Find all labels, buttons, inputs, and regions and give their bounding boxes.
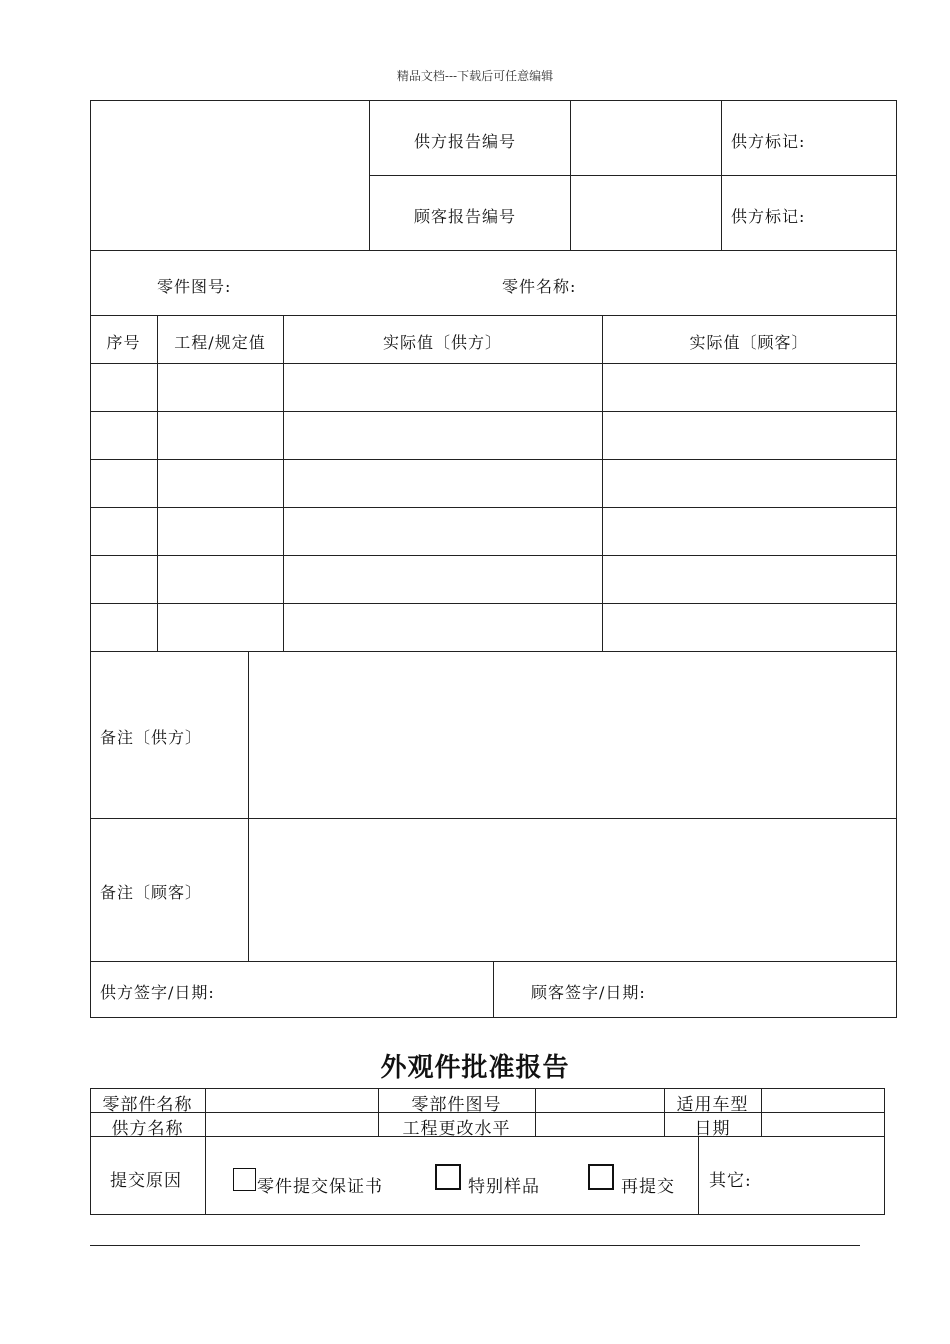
- column-header-spec: 工程/规定值: [174, 333, 266, 352]
- remark-supplier-label: 备注〔供方〕: [100, 728, 203, 747]
- other-label: 其它:: [709, 1171, 752, 1191]
- column-header-actual-supplier: 实际值〔供方〕: [382, 333, 502, 352]
- supplier-sign-label: 供方签字/日期:: [100, 983, 215, 1002]
- customer-report-no-label: 顾客报告编号: [414, 207, 517, 226]
- option-resubmit-label: 再提交: [621, 1177, 675, 1197]
- checkbox-part-warrant[interactable]: [233, 1168, 256, 1191]
- bottom-rule: [90, 1245, 860, 1246]
- supplier-name-label: 供方名称: [111, 1119, 184, 1139]
- remark-customer-label: 备注〔顾客〕: [100, 883, 203, 902]
- customer-sign-label: 顾客签字/日期:: [531, 983, 646, 1002]
- header-note: 精品文档---下载后可任意编辑: [396, 69, 554, 83]
- date-label: 日期: [694, 1119, 731, 1139]
- report-title: 外观件批准报告: [380, 1053, 570, 1083]
- part-drawing-no-label: 零部件图号: [411, 1095, 502, 1115]
- supplier-report-no-label: 供方报告编号: [414, 132, 517, 151]
- option-special-sample-label: 特别样品: [468, 1177, 540, 1197]
- submit-reason-label: 提交原因: [110, 1171, 182, 1191]
- eng-change-level-label: 工程更改水平: [402, 1119, 511, 1139]
- checkbox-special-sample[interactable]: [435, 1164, 461, 1190]
- column-header-seq: 序号: [106, 333, 141, 352]
- part-name-label: 零部件名称: [102, 1095, 193, 1115]
- option-part-warrant-label: 零件提交保证书: [257, 1177, 383, 1197]
- column-header-actual-customer: 实际值〔顾客〕: [689, 333, 809, 352]
- part-drawing-no-label: 零件图号:: [157, 277, 232, 296]
- supplier-mark-label: 供方标记:: [731, 207, 806, 226]
- supplier-mark-label: 供方标记:: [731, 132, 806, 151]
- vehicle-model-label: 适用车型: [676, 1095, 749, 1115]
- part-name-label: 零件名称:: [502, 277, 577, 296]
- checkbox-resubmit[interactable]: [588, 1164, 614, 1190]
